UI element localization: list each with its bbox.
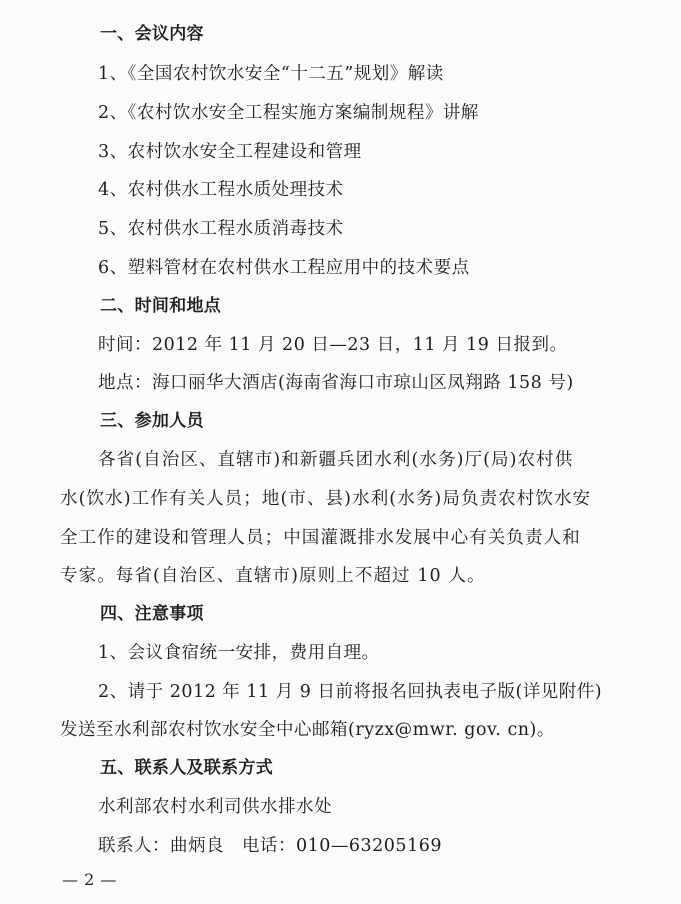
participants-line: 水(饮水)工作有关人员；地(市、县)水利(水务)局负责农村饮水安 (60, 489, 592, 509)
section-heading-time-place: 二、时间和地点 (100, 296, 222, 316)
contact-department: 水利部农村水利司供水排水处 (98, 797, 332, 817)
list-item: 4、农村供水工程水质处理技术 (98, 180, 344, 200)
list-item: 2、《农村饮水安全工程实施方案编制规程》讲解 (98, 103, 479, 123)
list-item: 3、农村饮水安全工程建设和管理 (98, 142, 362, 162)
note-item-continuation: 发送至水利部农村饮水安全中心邮箱(ryzx@mwr. gov. cn)。 (60, 720, 555, 740)
participants-line: 全工作的建设和管理人员；中国灌溉排水发展中心有关负责人和 (60, 528, 581, 548)
contact-person-phone: 联系人：曲炳良 电话：010—63205169 (98, 836, 442, 856)
participants-line: 各省(自治区、直辖市)和新疆兵团水利(水务)厅(局)农村供 (98, 450, 574, 470)
participants-line: 专家。每省(自治区、直辖市)原则上不超过 10 人。 (60, 566, 486, 586)
page-number: — 2 — (62, 870, 117, 889)
note-item: 1、会议食宿统一安排，费用自理。 (98, 643, 380, 663)
section-heading-contact: 五、联系人及联系方式 (100, 758, 273, 778)
list-item: 5、农村供水工程水质消毒技术 (98, 219, 344, 239)
list-item: 6、塑料管材在农村供水工程应用中的技术要点 (98, 258, 470, 278)
section-heading-notes: 四、注意事项 (100, 604, 204, 624)
note-item: 2、请于 2012 年 11 月 9 日前将报名回执表电子版(详见附件) (98, 682, 603, 702)
section-heading-participants: 三、参加人员 (100, 411, 204, 431)
section-heading-content: 一、会议内容 (100, 24, 204, 44)
meeting-time: 时间：2012 年 11 月 20 日—23 日，11 月 19 日报到。 (98, 335, 568, 355)
meeting-place: 地点：海口丽华大酒店(海南省海口市琼山区凤翔路 158 号) (98, 373, 574, 393)
list-item: 1、《全国农村饮水安全“十二五”规划》解读 (98, 64, 444, 84)
